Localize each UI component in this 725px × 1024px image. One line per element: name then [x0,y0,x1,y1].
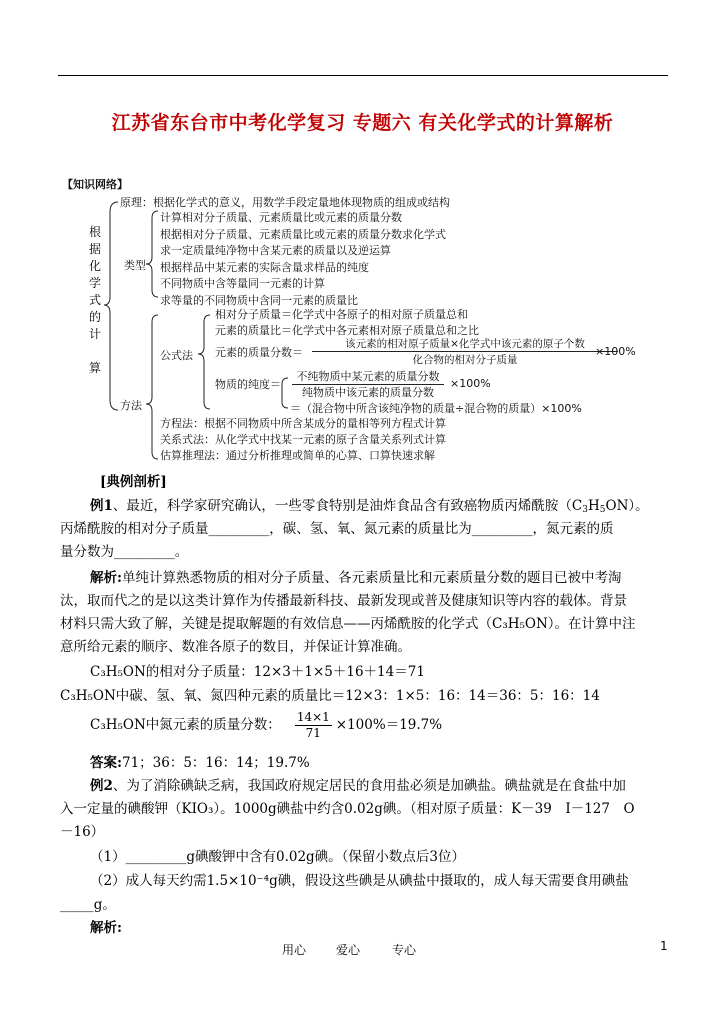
map-header: 【知识网络】 [62,178,128,191]
ex2-q2: （2）成人每天约需1.5×10⁻⁴g碘，假设这些碘是从碘盐中摄取的，成人每天需要食用碘盐 [90,873,629,889]
map-f3-den: 化合物的相对分子质量 [412,354,518,366]
ex2-line2: 入一定量的碘酸钾（KIO₃）。1000g碘盐中约含0.02g碘。（相对原子质量：K－39 I－127 O [60,801,635,817]
map-formula-label: 公式法 [160,349,193,362]
map-types: 计算相对分子质量、元素质量比或元素的质量分数 根据相对分子质量、元素质量比或元素的质量分数求化学式 求一定质量纯净物中含某元素的质量以及逆运算 根据样品中某元素的实际含量求样品的纯度 不同物质中含等量同一元素的计算 求等量的不同物质中含同一元素的质量比 [160,211,446,307]
ex1-line1: 例1、最近，科学家研究确认，一些零食特别是油炸食品含有致癌物质丙烯酰胺$(C_3H_5ON)$。 [90,498,649,515]
map-f1: 相对分子质量＝化学式中各原子的相对原子质量总和 [215,308,468,321]
map-m3: 估算推理法：通过分析推理或简单的心算、口算快速求解 [160,449,435,462]
answer1: 答案:71；36：5：16：14；19.7% [90,755,310,771]
ex1-line3: 量分数为_________。 [60,544,189,560]
map-m1: 方程法：根据不同物质中所含某成分的量相等列方程式计算 [160,417,446,430]
footer-motto-2: 爱心 [336,943,361,957]
ex2-q2b: _____g。 [60,897,116,913]
map-type-label: 类型 [124,259,146,272]
an1-calc3: C₃H₅ON中氮元素的质量分数： $\frac{14\times 1}{71}$ ×100%＝19.7% [90,710,443,740]
ex1-line2: 丙烯酰胺的相对分子质量_________，碳、氢、氧、氮元素的质量比为_________，氮元素的质 [60,521,614,537]
map-root: 根 据 化 学 式 的 计 算 [88,225,101,375]
map-f2: 元素的质量比＝化学式中各元素相对原子质量总和之比 [215,324,479,337]
fraction: $\frac{14\times 1}{71}$ [296,710,330,740]
ex2-line1: 例2、为了消除碘缺乏病，我国政府规定居民的食用盐必须是加碘盐。碘盐就是在食盐中加 [90,778,626,794]
map-f3-num: 该元素的相对原子质量×化学式中该元素的原子个数 [312,336,618,352]
map-f4-tail: ×100% [450,377,491,390]
footer-motto-3: 专心 [392,943,417,957]
map-f3-label: 元素的质量分数＝ [215,346,303,359]
map-f4-label: 物质的纯度＝ [215,378,281,391]
map-f5: ＝（混合物中所含该纯净物的质量÷混合物的质量）×100% [290,402,582,415]
map-f4-num: 不纯物质中某元素的质量分数 [292,368,444,385]
ex2-q1: （1）_________g碘酸钾中含有0.02g碘。（保留小数点后3位） [90,849,466,865]
header-rule [58,75,668,76]
an1-line2: 汰，取而代之的是以这类计算作为传播最新科技、最新发现或普及健康知识等内容的载体。背景 [60,593,627,609]
footer-motto-1: 用心 [282,943,307,957]
map-m2: 关系式法：从化学式中找某一元素的原子含量关系列式计算 [160,433,446,446]
an1-calc2: C₃H₅ON中碳、氢、氧、氮四种元素的质量比＝12×3：1×5：16：14＝36：5：16：14 [60,688,600,704]
map-f4-den: 纯物质中该元素的质量分数 [302,386,434,399]
an1-line4: 意所给元素的顺序、数准各原子的数目，并保证计算准确。 [60,639,411,655]
an2-label: 解析: [90,920,122,936]
page-title: 江苏省东台市中考化学复习 专题六 有关化学式的计算解析 [111,112,614,134]
ex2-line3: －16） [60,824,105,840]
map-method-label: 方法 [120,399,142,412]
knowledge-map [60,172,636,462]
map-principle: 原理：根据化学式的意义，用数学手段定量地体现物质的组成或结构 [120,196,450,209]
section-title: [典例剖析] [100,474,167,490]
an1-line3: 材料只需大致了解，关键是提取解题的有效信息——丙烯酰胺的化学式（C₃H₅ON）。在计算中注 [60,616,636,632]
page-number: 1 [660,939,668,953]
an1-line1: 解析:单纯计算熟悉物质的相对分子质量、各元素质量比和元素质量分数的题目已被中考淘 [90,570,622,586]
an1-calc1: C₃H₅ON的相对分子质量：12×3＋1×5＋16＋14＝71 [90,664,425,680]
map-f3-tail: ×100% [595,345,636,358]
